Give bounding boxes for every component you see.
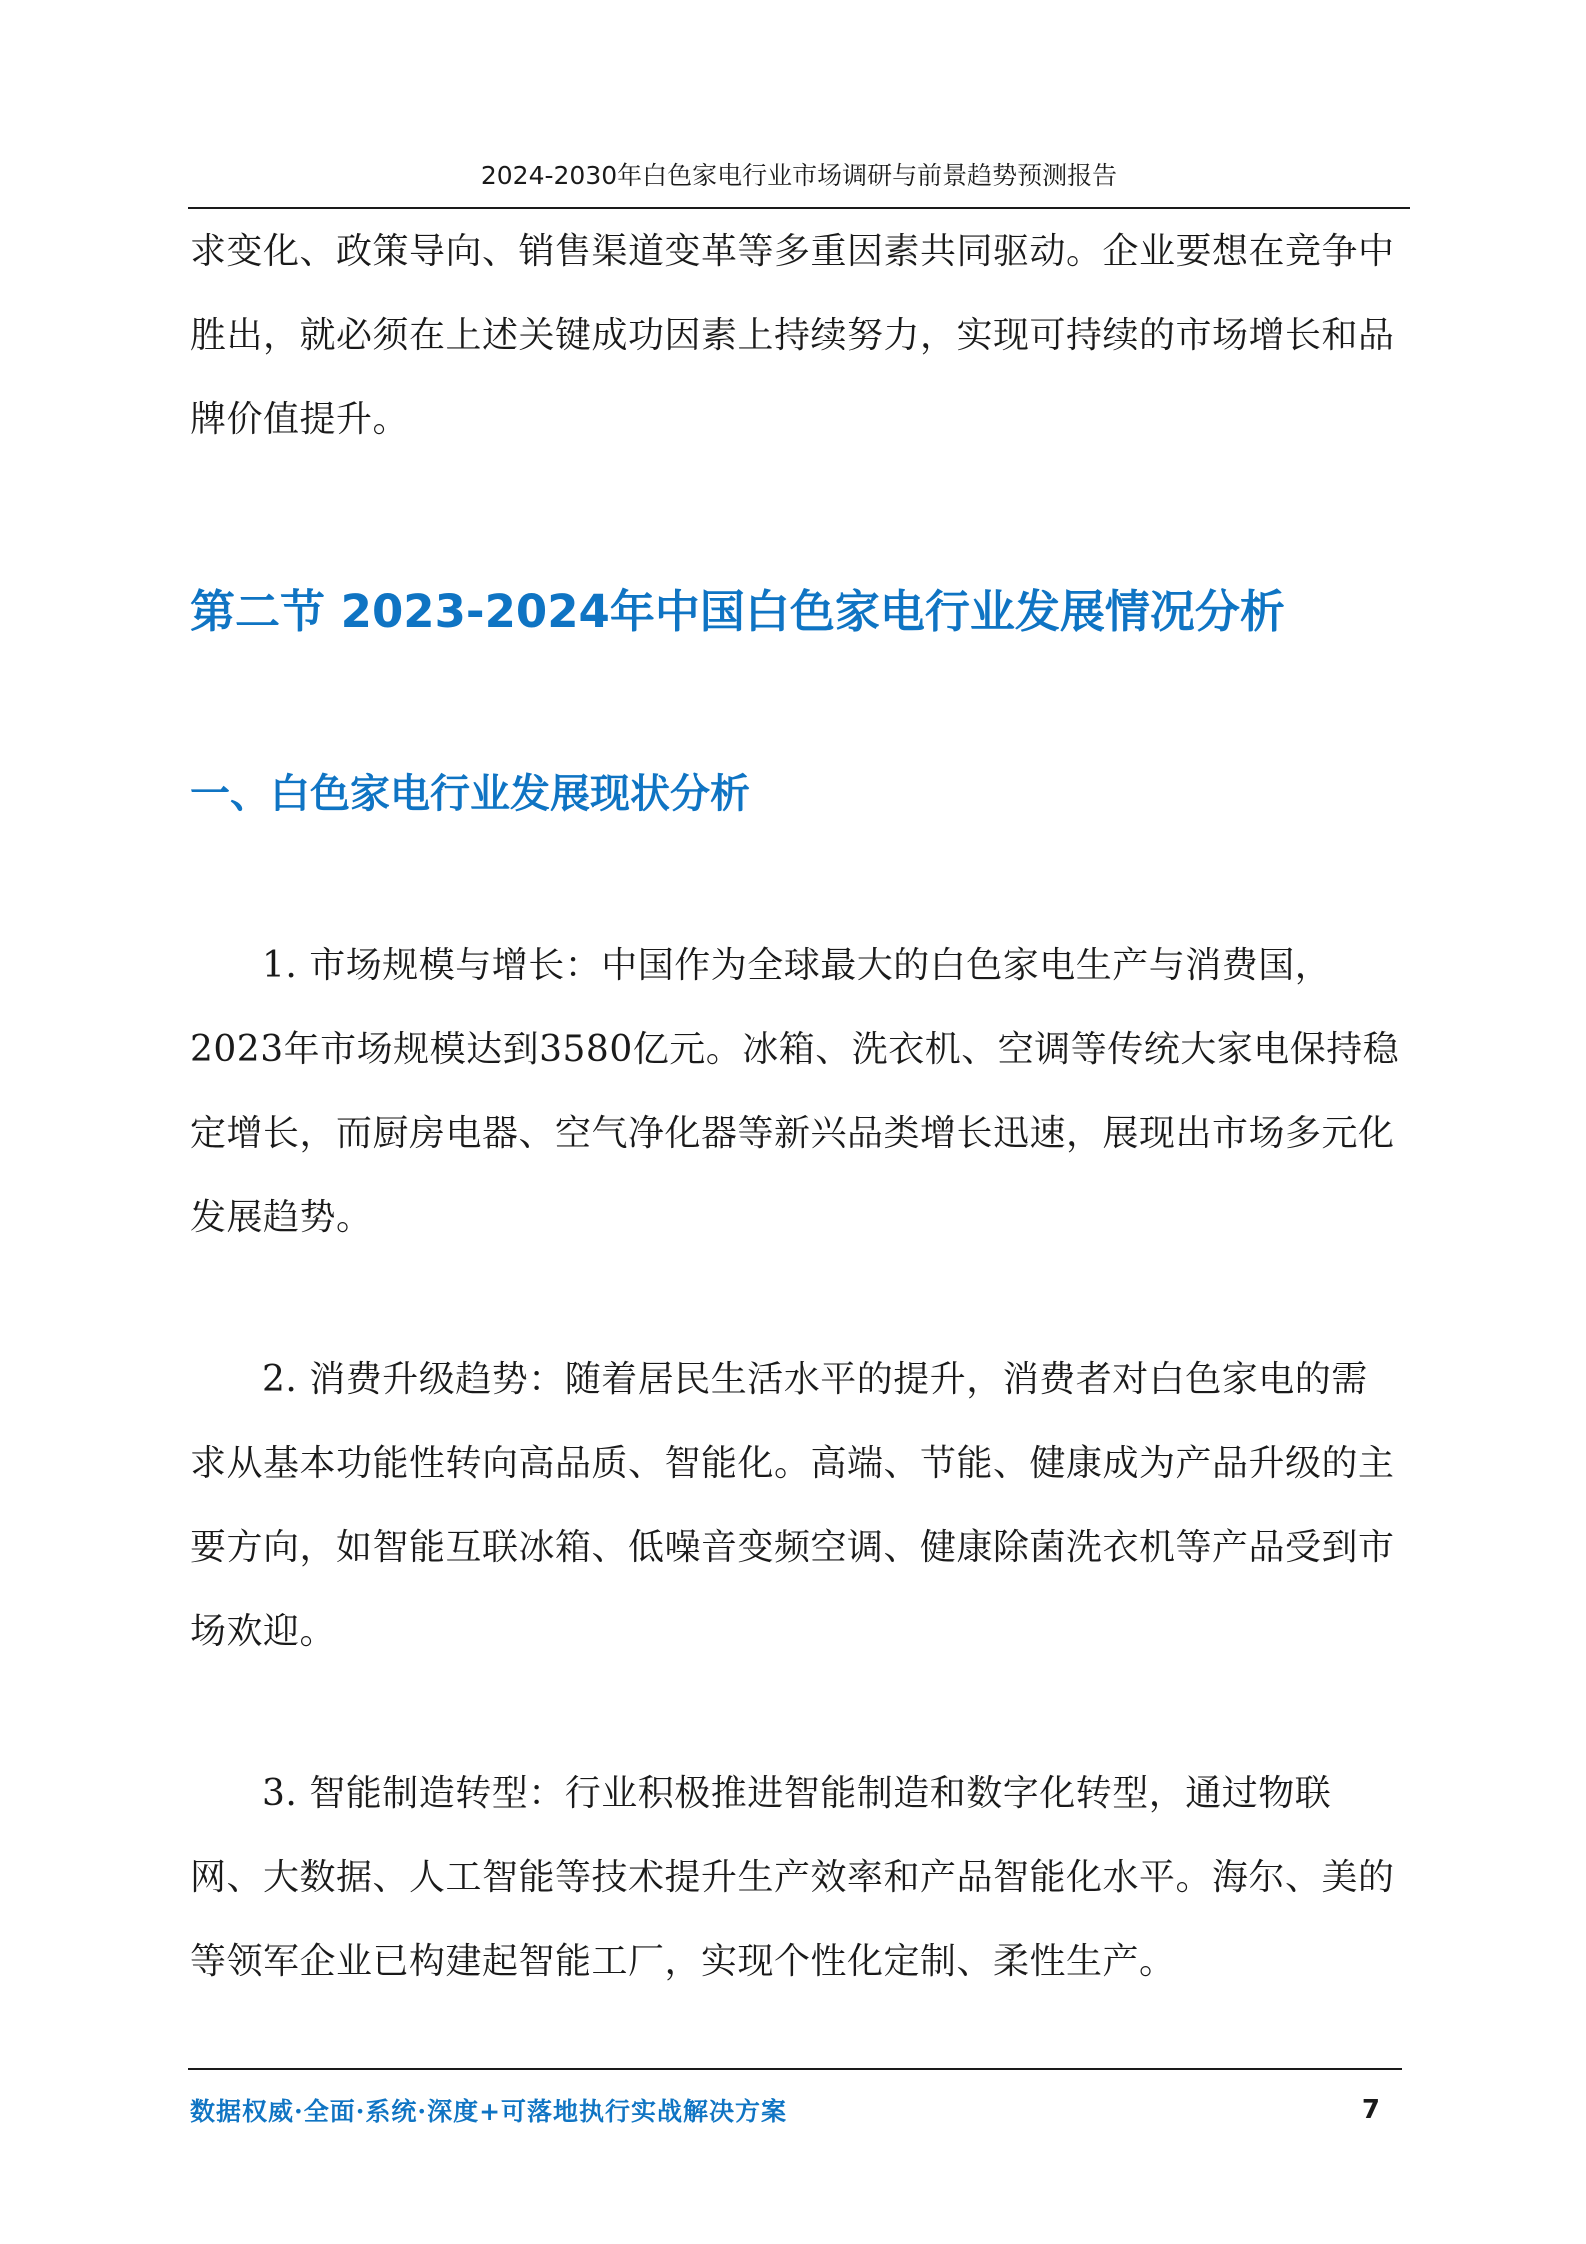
- point-consumption-upgrade: 2. 消费升级趋势：随着居民生活水平的提升，消费者对白色家电的需求从基本功能性转向高品质、智能化。高端、节能、健康成为产品升级的主要方向，如智能互联冰箱、低噪音变频空调、健康除菌洗衣机等产品受到市场欢迎。: [190, 1359, 1395, 1652]
- section-title: 第二节 2023-2024年中国白色家电行业发展情况分析: [190, 585, 1285, 638]
- point-market-size: 1. 市场规模与增长：中国作为全球最大的白色家电生产与消费国，2023年市场规模达到3580亿元。冰箱、洗衣机、空调等传统大家电保持稳定增长，而厨房电器、空气净化器等新兴品类增长迅速，展现出市场多元化发展趋势。: [190, 945, 1400, 1238]
- continuation-paragraph: 求变化、政策导向、销售渠道变革等多重因素共同驱动。企业要想在竞争中胜出，就必须在上述关键成功因素上持续努力，实现可持续的市场增长和品牌价值提升。: [190, 231, 1395, 440]
- page-header: 2024-2030年白色家电行业市场调研与前景趋势预测报告: [480, 161, 1118, 190]
- point-smart-manufacturing: 3. 智能制造转型：行业积极推进智能制造和数字化转型，通过物联网、大数据、人工智能等技术提升生产效率和产品智能化水平。海尔、美的等领军企业已构建起智能工厂，实现个性化定制、柔性生产。: [190, 1773, 1395, 1982]
- page-number: 7: [1361, 2095, 1380, 2125]
- footer-divider: [188, 2068, 1402, 2070]
- header-divider: [188, 207, 1410, 209]
- subsection-title: 一、白色家电行业发展现状分析: [190, 771, 750, 817]
- footer-slogan: 数据权威·全面·系统·深度+可落地执行实战解决方案: [190, 2097, 788, 2126]
